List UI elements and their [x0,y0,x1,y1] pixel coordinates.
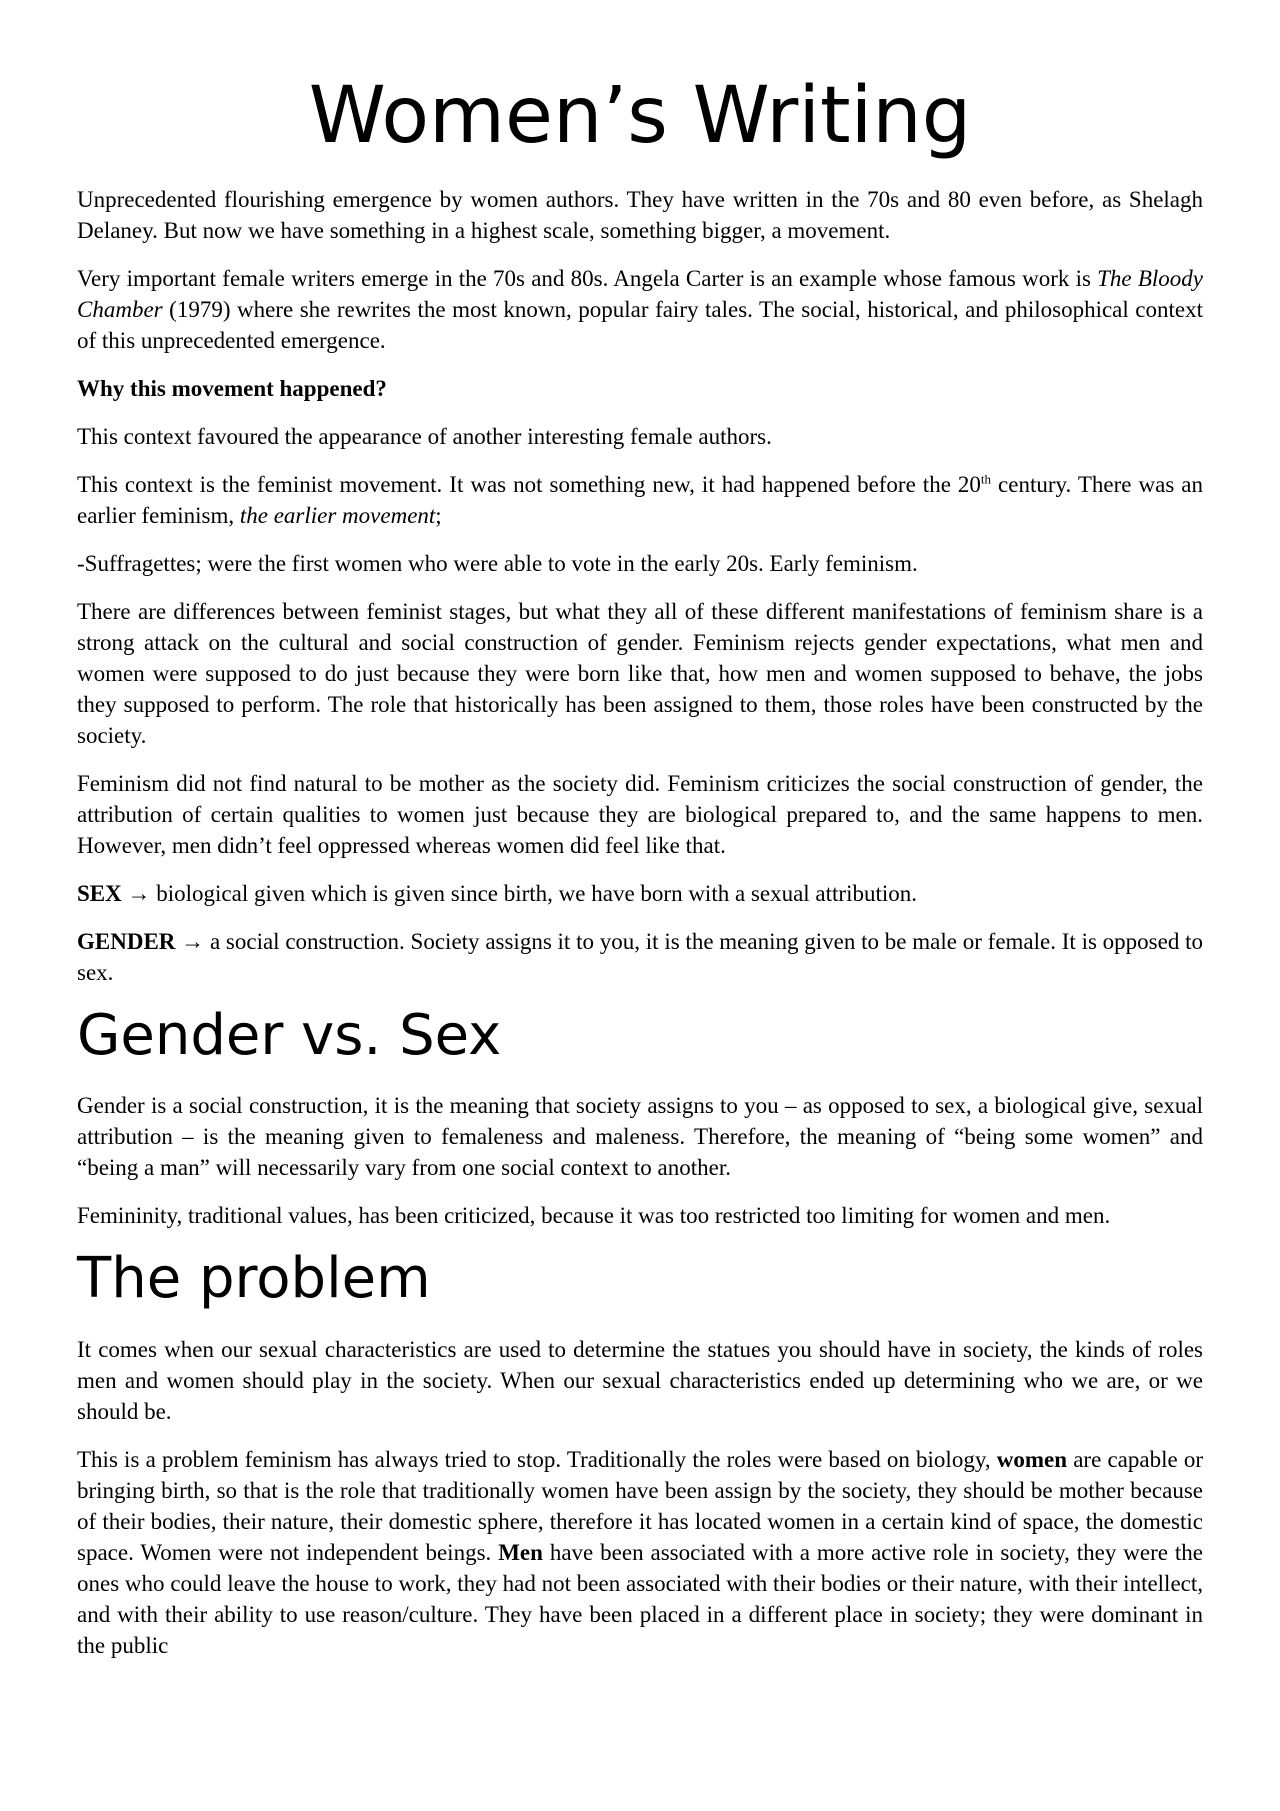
superscript: th [980,470,992,486]
intro-paragraph-6: There are differences between feminist stages, but what they all of these different manifestations of feminism share is a strong attack on the cultural and social construction of gender. Feminism rejects gender expectations, what men and women were supposed to do just because they were born like that, how men and women supposed to behave, the jobs they supposed to perform. The role that historically has been assigned to them, those roles have been constructed by the society. [77,598,1203,748]
problem-paragraph-1: It comes when our sexual characteristics are used to determine the statues you should have in society, the kinds of roles men and women should play in the society. When our sexual characteristics ended up determining who we are, or we should be. [77,1336,1203,1424]
bold-word-women: women [996,1446,1068,1472]
intro-paragraph-5: -Suffragettes; were the first women who were able to vote in the early 20s. Early feminism. [77,550,918,576]
text-run: ; [435,502,442,528]
sex-definition-text: → biological given which is given since birth, we have born with a sexual attribution. [121,880,917,906]
text-run: (1979) where she rewrites the most known, popular fairy tales. The social, historical, and philosophical context of this unprecedented emergence. [77,296,1203,353]
sex-definition [77,878,1203,909]
intro-paragraph-3: This context favoured the appearance of another interesting female authors. [77,423,772,449]
sex-term: SEX [77,880,122,906]
text-run: are capable or bringing birth, so that is the role that traditionally women have been assign by the society, they should be mother because of their bodies, their nature, their domestic sphere, therefore it has located women in a certain kind of space, the domestic space. Women were not independent beings. [77,1446,1203,1565]
section-heading-gender-vs-sex: Gender vs. Sex [77,1002,502,1068]
book-title-italic: The Bloody Chamber [77,265,1203,322]
gender-definition [77,926,1203,988]
text-run: This is a problem feminism has always tried to stop. Traditionally the roles were based on biology, [77,1446,997,1472]
intro-paragraph-4 [77,469,1203,531]
text-run: Very important female writers emerge in the 70s and 80s. Angela Carter is an example whose famous work is [77,265,1098,291]
document-title: Women’s Writing [308,71,972,161]
intro-paragraph-1: Unprecedented flourishing emergence by women authors. They have written in the 70s and 80 even before, as Shelagh Delaney. But now we have something in a highest scale, something bigger, a movement. [77,186,1203,243]
intro-paragraph-2 [77,263,1203,356]
text-run: This context is the feminist movement. It was not something new, it had happened before the 20 [77,471,981,497]
section-heading-the-problem: The problem [77,1246,431,1312]
gender-vs-sex-paragraph-1: Gender is a social construction, it is the meaning that society assigns to you – as opposed to sex, a biological give, sexual attribution – is the meaning given to femaleness and maleness. Therefore, the meaning of “being some women” and “being a man” will necessarily vary from one social context to another. [77,1093,1203,1181]
text-run: century. There was an earlier feminism, [77,471,1203,528]
italic-phrase: the earlier movement [239,502,436,528]
text-run: have been associated with a more active role in society, they were the ones who could leave the house to work, they had not been associated with their bodies or their nature, with their intellect, and with their ability to use reason/culture. They have been placed in a different place in society; they were dominant in the public [77,1539,1203,1658]
gender-definition-text: → a social construction. Society assigns it to you, it is the meaning given to be male or female. It is opposed to sex. [77,928,1203,985]
gender-term: GENDER [77,928,176,954]
gender-vs-sex-paragraph-2: Femininity, traditional values, has been criticized, because it was too restricted too limiting for women and men. [77,1203,1111,1229]
problem-paragraph-2 [77,1444,1203,1661]
intro-paragraph-7: Feminism did not find natural to be mother as the society did. Feminism criticizes the social construction of gender, the attribution of certain qualities to women just because they are biological prepared to, and the same happens to men. However, men didn’t feel oppressed whereas women did feel like that. [77,770,1203,858]
bold-word-men: Men [498,1539,543,1565]
question-heading: Why this movement happened? [77,375,387,401]
